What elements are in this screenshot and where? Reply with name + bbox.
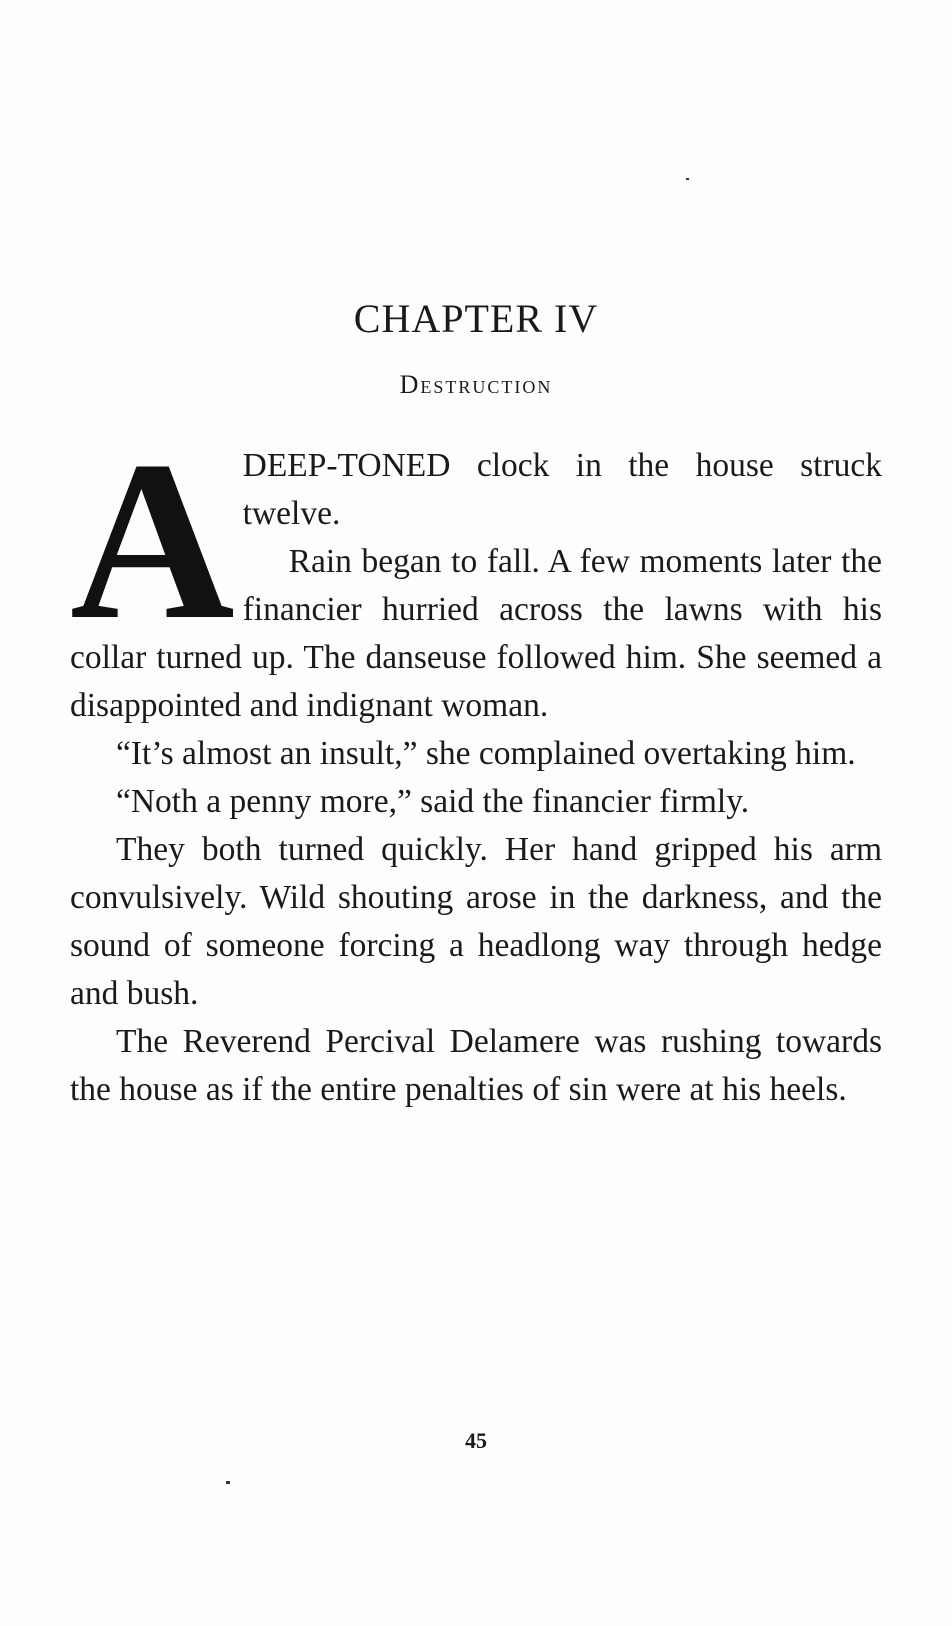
drop-cap: A xyxy=(70,415,235,667)
scan-speck xyxy=(226,1481,230,1484)
paragraph-4: “Noth a penny more,” said the financier firmly. xyxy=(116,783,750,820)
chapter-subtitle: Destruction xyxy=(399,370,553,399)
scan-speck xyxy=(686,178,689,180)
paragraph-6: The Reverend Percival Delamere was rushing towards the house as if the entire penalties of sin were at his heels. xyxy=(70,1023,882,1108)
chapter-body xyxy=(70,415,882,1114)
chapter-title: CHAPTER IV xyxy=(353,296,599,341)
paragraph-3: “It’s almost an insult,” she complained overtaking him. xyxy=(116,735,856,772)
paragraph-1-text: DEEP-TONED clock in the house struck twelve. xyxy=(242,447,882,532)
paragraph-2: Rain began to fall. A few moments later the financier hurried across the lawns with his collar turned up. The danseuse followed him. She seemed a disappointed and indignant woman. xyxy=(70,543,882,724)
page-number: 45 xyxy=(465,1428,487,1453)
paragraph-5: They both turned quickly. Her hand gripped his arm convulsively. Wild shouting arose in the darkness, and the sound of someone forcing a headlong way through hedge and bush. xyxy=(70,831,882,1012)
